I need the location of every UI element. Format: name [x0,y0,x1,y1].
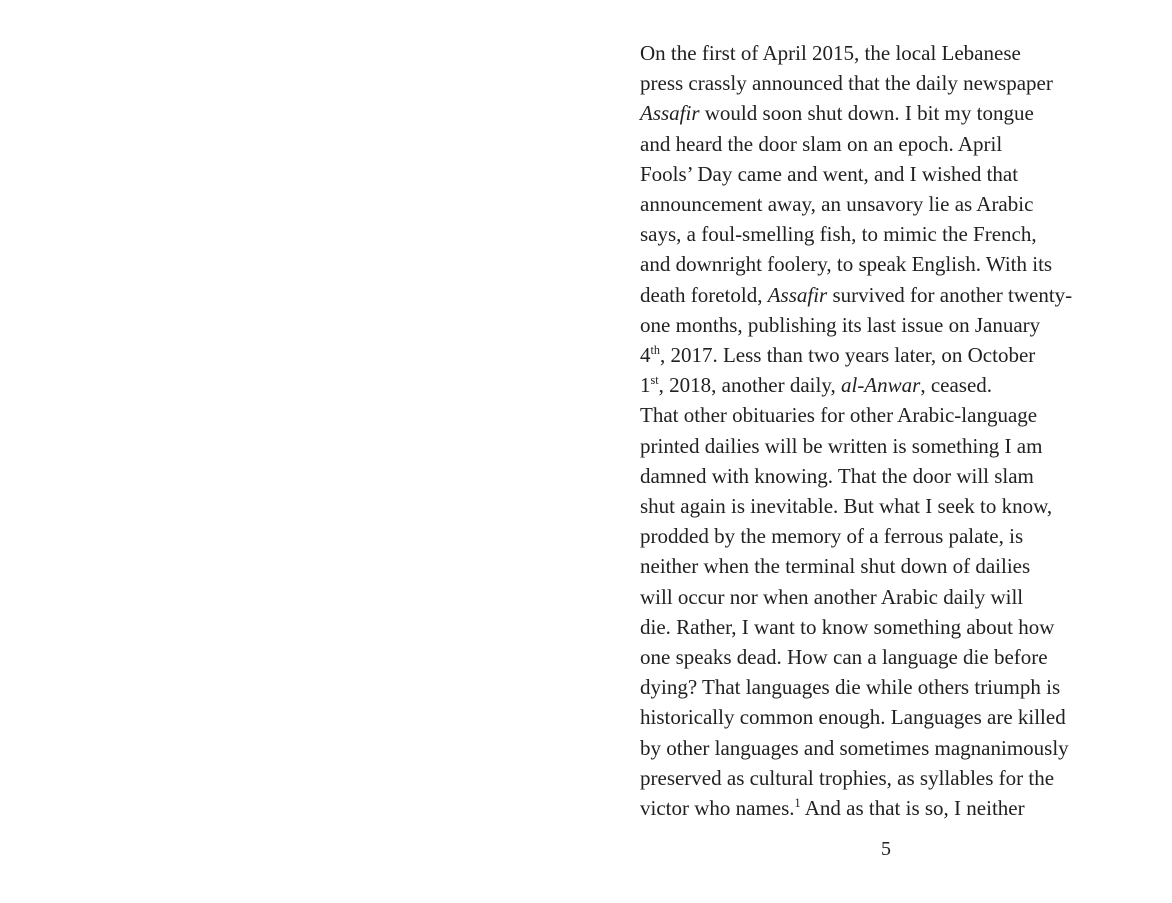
text-run: survived for another twenty- [827,282,1073,307]
text-line [640,733,1136,763]
text-line [640,521,1136,551]
superscript-text: th [650,343,660,358]
text-run: die. Rather, I want to know something about how [640,614,1055,639]
text-line [640,672,1136,702]
text-line [640,280,1136,310]
text-run: Fools’ Day came and went, and I wished that [640,161,1019,186]
text-run: says, a foul-smelling fish, to mimic the French, [640,222,1037,247]
italic-text: Assafir [767,282,828,307]
text-run: And as that is so, I neither [800,796,1025,821]
text-run: historically common enough. Languages are killed [640,705,1066,730]
text-line [640,461,1136,491]
text-line [640,793,1136,823]
text-run: preserved as cultural trophies, as syllables for the [640,765,1055,790]
text-run: and heard the door slam on an epoch. April [640,131,1003,156]
text-run: death foretold, [640,282,768,307]
text-run: damned with knowing. That the door will slam [640,463,1034,488]
text-line [640,310,1136,340]
text-line [640,38,1136,68]
text-run: , ceased. [920,373,993,398]
text-run: press crassly announced that the daily newspaper [640,71,1053,96]
text-run: , 2017. Less than two years later, on October [659,343,1036,368]
text-line [640,431,1136,461]
page-number: 5 [881,838,891,860]
text-line [640,551,1136,581]
text-line [640,642,1136,672]
text-run: On the first of April 2015, the local Lebanese [640,41,1021,65]
text-run: by other languages and sometimes magnanimously [640,735,1069,760]
text-line [640,98,1136,128]
text-run: and downright foolery, to speak English. With its [640,252,1053,277]
text-run: That other obituaries for other Arabic-language [640,403,1038,428]
text-line [640,340,1136,370]
italic-text: al-Anwar [840,373,921,398]
text-run: victor who names. [640,796,795,821]
italic-text: Assafir [640,101,700,126]
text-line [640,763,1136,793]
text-line [640,702,1136,732]
text-run: printed dailies will be written is something I am [640,433,1043,458]
text-run: , 2018, another daily, [658,373,841,398]
superscript-text: st [650,373,659,388]
text-column [640,38,1136,823]
text-run: announcement away, an unsavory lie as Arabic [640,192,1034,217]
text-run: one months, publishing its last issue on January [640,312,1041,337]
text-line [640,249,1136,279]
text-run: neither when the terminal shut down of dailies [640,554,1031,579]
text-run: shut again is inevitable. But what I seek to know, [640,494,1053,519]
superscript-text: 1 [794,796,801,811]
text-run: dying? That languages die while others triumph is [640,675,1061,700]
text-line [640,219,1136,249]
text-line [640,400,1136,430]
text-line [640,159,1136,189]
text-run: prodded by the memory of a ferrous palate, is [640,524,1024,549]
text-run: 4 [640,343,651,368]
text-run: would soon shut down. I bit my tongue [699,101,1034,126]
text-run: will occur nor when another Arabic daily will [640,584,1024,609]
text-line [640,612,1136,642]
body-text [640,38,1136,823]
text-line [640,491,1136,521]
text-run: 1 [640,373,651,398]
text-line [640,582,1136,612]
text-line [640,189,1136,219]
text-line [640,68,1136,98]
text-line [640,129,1136,159]
text-line [640,370,1136,400]
text-run: one speaks dead. How can a language die before [640,645,1048,670]
